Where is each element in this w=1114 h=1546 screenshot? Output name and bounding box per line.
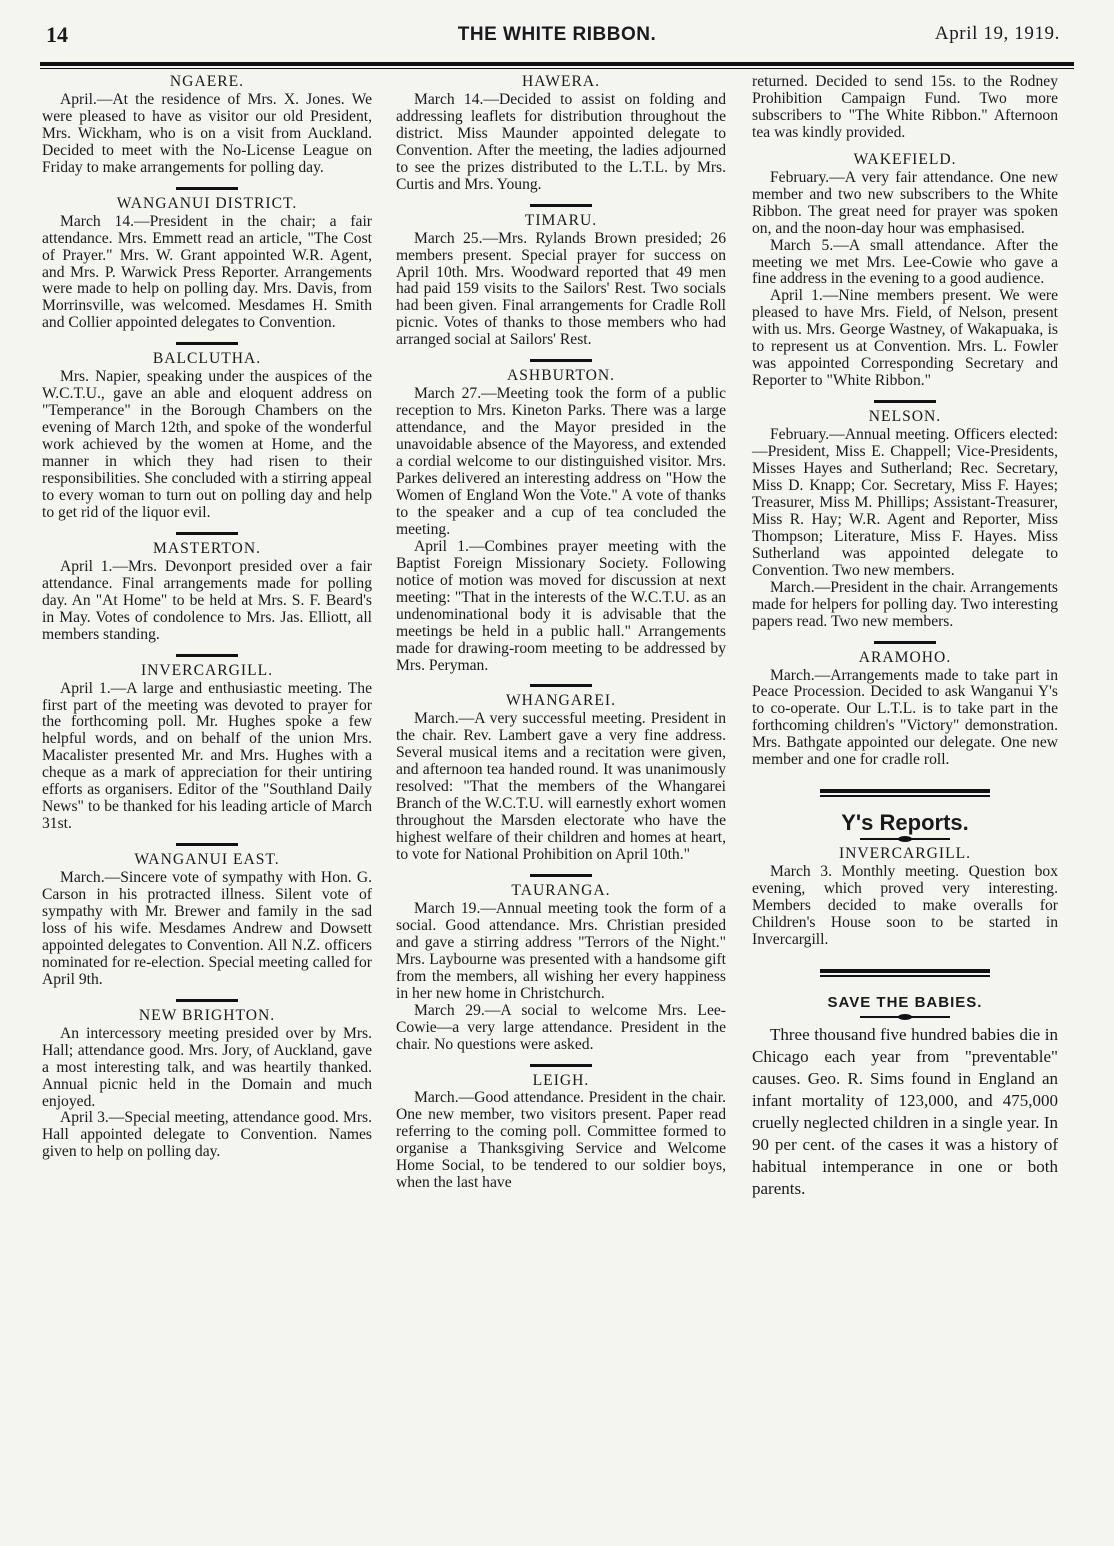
report-title: NELSON. — [868, 408, 942, 426]
section-divider — [530, 1064, 592, 1067]
report-section — [396, 213, 726, 350]
section-divider — [176, 187, 238, 190]
report-section — [396, 693, 726, 864]
report-section — [752, 650, 1058, 770]
report-paragraph: An intercessory meeting presided over by Mrs. Hall; attendance good. Mrs. Jory, of Auckland, gave a most interesting talk, and was heartily thanked. Annual picnic held in the Domain and much enjoyed. — [42, 1024, 372, 1110]
ornament-rule — [860, 838, 950, 840]
report-section — [42, 74, 372, 177]
report-section — [42, 1008, 372, 1162]
report-title: INVERCARGILL. — [140, 661, 274, 679]
section-divider — [530, 359, 592, 362]
report-paragraph: March 19.—Annual meeting took the form of a social. Good attendance. Mrs. Christian presided and gave a stirring address "Terrors of the Night." Mrs. Laybourne was presented with a handsome gift from the members, all wishing her every happiness in her new home in Christchurch. — [396, 899, 726, 1002]
report-paragraph: Mrs. Napier, speaking under the auspices of the W.C.T.U., gave an able and eloquent address on "Temperance" in the Borough Chambers on the evening of March 12th, and spoke of the wonderful work achieved by the women at Home, and the manner in which they had risen to their responsibilities. She concluded with a stirring appeal to every woman to turn out on polling day and help to get rid of the liquor evil. — [42, 368, 372, 521]
save-babies-text: Three thousand five hundred babies die in Chicago each year from "preventable" causes. Geo. R. Sims found in England an infant mortality of 123,000, and 475,000 cruelly neglected children in a single year. In 90 per cent. of the cases it was a history of habitual intemperance in one or both parents. — [752, 1024, 1058, 1198]
header-rule — [40, 62, 1074, 66]
report-section — [396, 74, 726, 194]
report-title: WANGANUI DISTRICT. — [116, 194, 298, 212]
ys-report-title: INVERCARGILL. — [838, 845, 972, 863]
page-number: 14 — [46, 22, 68, 47]
section-divider — [530, 874, 592, 877]
report-section — [396, 368, 726, 674]
report-title: TIMARU. — [524, 211, 598, 229]
column-2 — [396, 74, 726, 1202]
report-title: MASTERTON. — [153, 539, 261, 557]
ys-reports-heading: Y's Reports. — [841, 810, 969, 836]
report-paragraph: March 5.—A small attendance. After the meeting we met Mrs. Lee-Cowie who gave a fine address in the evening to a good audience. — [752, 236, 1058, 288]
section-divider — [176, 342, 238, 345]
report-title: ASHBURTON. — [507, 367, 615, 385]
section-divider — [176, 843, 238, 846]
section-divider — [530, 684, 592, 687]
section-divider — [176, 999, 238, 1002]
report-section — [42, 852, 372, 989]
section-divider — [176, 654, 238, 657]
issue-date: April 19, 1919. — [934, 23, 1060, 44]
report-section — [42, 196, 372, 333]
header-rule-thin — [40, 68, 1074, 69]
section-divider — [176, 532, 238, 535]
report-paragraph: April 1.—Combines prayer meeting with the Baptist Foreign Missionary Society. Following notice of motion was moved for discussion at next meeting: "That in the interests of the W.C.T.U. as an undenominational body it is advisable that the meetings be held in a public hall." Arrangements made for drawing-room meeting to be addressed by Mrs. Peryman. — [396, 537, 726, 674]
report-section — [752, 74, 1058, 142]
report-section — [752, 152, 1058, 390]
report-paragraph: February.—A very fair attendance. One new member and two new subscribers to the White Ribbon. The great need for prayer was spoken on, and the noon-day hour was emphasised. — [752, 168, 1058, 237]
column-1 — [42, 74, 372, 1171]
report-title: BALCLUTHA. — [152, 350, 262, 368]
report-paragraph: February.—Annual meeting. Officers elected:—President, Miss E. Chappell; Vice-Presidents, Misses Hayes and Sutherland; Rec. Secretary, Miss D. Knapp; Cor. Secretary, Miss F. Hayes; Treasurer, Miss M. Phillips; Assistant-Treasurer, Miss R. Hay; W.R. Agent and Reporter, Miss Thompson; Literature, Miss F. Hayes. Miss Sutherland was appointed delegate to Convention. Two new members. — [752, 426, 1058, 579]
report-title: WANGANUI EAST. — [134, 851, 280, 869]
section-divider — [874, 641, 936, 644]
report-paragraph: March.—Sincere vote of sympathy with Hon. G. Carson in his protracted illness. Silent vote of sympathy with Mr. Brewer and family in the sad loss of his wife. Mesdames Andrew and Dowsett appointed delegates to Convention. All N.Z. officers nominated for re-election. Special meeting called for April 9th. — [42, 869, 372, 988]
report-title: NGAERE. — [169, 73, 245, 90]
report-section — [42, 541, 372, 644]
report-paragraph: March 14.—Decided to assist on folding and addressing leaflets for distribution throughout the district. Miss Maunder appointed delegate to Convention. After the meeting, the ladies adjourned to see the prizes distributed to the L.T.L. by Mrs. Curtis and Mrs. Young. — [396, 90, 726, 193]
report-paragraph: April 3.—Special meeting, attendance good. Mrs. Hall appointed delegate to Convention. Names given to help on polling day. — [42, 1109, 372, 1161]
report-paragraph: March 14.—President in the chair; a fair attendance. Mrs. Emmett read an article, "The Cost of Prayer." Mrs. W. Grant appointed W.R. Agent, and Mrs. P. Warwick Press Reporter. Arrangements were made to help on polling day. Mrs. Davis, from Morrinsville, was welcomed. Mesdames H. Smith and Collier appointed delegates to Convention. — [42, 212, 372, 332]
section-ornament — [820, 789, 990, 797]
report-title: TAURANGA. — [511, 881, 611, 899]
ornament-rule — [860, 1016, 950, 1018]
report-section — [396, 1073, 726, 1193]
running-title: THE WHITE RIBBON. — [457, 24, 657, 45]
report-section — [42, 351, 372, 522]
report-paragraph: April 1.—Mrs. Devonport presided over a fair attendance. Final arrangements made for polling day. An "At Home" to be held at Mrs. S. F. Beard's in May. Votes of condolence to Mrs. Jas. Elliott, all members standing. — [42, 557, 372, 643]
report-title: HAWERA. — [521, 73, 601, 90]
report-title: WHANGAREI. — [505, 692, 617, 710]
report-section — [396, 883, 726, 1054]
report-paragraph: April.—At the residence of Mrs. X. Jones. We were pleased to have as visitor our old President, Mrs. Wickham, who is on a visit from Auckland. Decided to meet with the No-License League on Friday to make arrangements for polling day. — [42, 90, 372, 176]
report-paragraph: March.—Arrangements made to take part in Peace Procession. Decided to ask Wanganui Y's to co-operate. Our L.T.L. is to take part in the forthcoming children's "Victory" demonstration. Mrs. Bathgate appointed our delegate. One new member and one for cradle roll. — [752, 666, 1058, 769]
report-title: ARAMOHO. — [858, 648, 952, 666]
column-3-reports — [752, 74, 1058, 769]
report-title: NEW BRIGHTON. — [138, 1006, 276, 1024]
section-divider — [874, 400, 936, 403]
report-paragraph: March.—A very successful meeting. President in the chair. Rev. Lambert gave a very fine address. Several musical items and a recitation were given, and afternoon tea handed round. It was unanimously resolved: "That the members of the Whangarei Branch of the W.C.T.U. will earnestly exhort women throughout the Marsden electorate who have the highest welfare of their children and homes at heart, to vote for National Prohibition on April 10th." — [396, 710, 726, 864]
section-ornament — [820, 969, 990, 977]
report-paragraph: returned. Decided to send 15s. to the Rodney Prohibition Campaign Fund. Two more subscribers to "The White Ribbon." Afternoon tea was kindly provided. — [752, 73, 1058, 141]
ys-report-text: March 3. Monthly meeting. Question box evening, which proved very interesting. Members decided to make overalls for Children's House soon to be started in Invercargill. — [752, 863, 1058, 948]
report-paragraph: March.—President in the chair. Arrangements made for helpers for polling day. Two interesting papers read. Two new members. — [752, 578, 1058, 630]
report-title: WAKEFIELD. — [853, 150, 957, 168]
column-3 — [752, 74, 1058, 1200]
report-section — [42, 663, 372, 834]
report-title: LEIGH. — [532, 1071, 590, 1089]
section-divider — [530, 204, 592, 207]
report-paragraph: March.—Good attendance. President in the chair. One new member, two visitors present. Paper read referring to the coming poll. Committee formed to organise a Thanksgiving Service and Welcome Home Social, to be tendered to our soldier boys, when the last have — [396, 1089, 726, 1192]
save-babies-heading: SAVE THE BABIES. — [827, 993, 983, 1011]
report-paragraph: March 29.—A social to welcome Mrs. Lee-Cowie—a very large attendance. President in the chair. No questions were asked. — [396, 1001, 726, 1053]
page-header — [40, 18, 1074, 48]
report-paragraph: April 1.—A large and enthusiastic meeting. The first part of the meeting was devoted to prayer for the forthcoming poll. Mr. Hughes spoke a few helpful words, and on behalf of the union Mrs. Macalister presented Mr. and Mrs. Hughes with a cheque as a mark of appreciation for their untiring efforts as organisers. Editor of the "Southland Daily News" to be thanked for his leading article of March 31st. — [42, 679, 372, 833]
report-paragraph: March 27.—Meeting took the form of a public reception to Mrs. Kineton Parks. There was a large attendance, and the Mayor presided in the unavoidable absence of the Mayoress, and extended a cordial welcome to our distinguished visitor. Mrs. Parkes delivered an interesting address on "How the Women of England Won the Vote." A vote of thanks to the speaker and a cup of tea concluded the meeting. — [396, 385, 726, 538]
report-paragraph: April 1.—Nine members present. We were pleased to have Mrs. Field, of Nelson, present with us. Mrs. George Wastney, of Wakapuaka, is to represent us at Convention. Mrs. L. Fowler was appointed Corresponding Secretary and Reporter to "White Ribbon." — [752, 287, 1058, 390]
report-section — [752, 409, 1058, 630]
report-paragraph: March 25.—Mrs. Rylands Brown presided; 26 members present. Special prayer for success on April 10th. Mrs. Woodward reported that 49 men had paid 159 visits to the Sailors' Rest. Two socials had been given. Final arrangements for Cradle Roll picnic. Votes of thanks to those members who had arranged social at Sailors' Rest. — [396, 229, 726, 349]
